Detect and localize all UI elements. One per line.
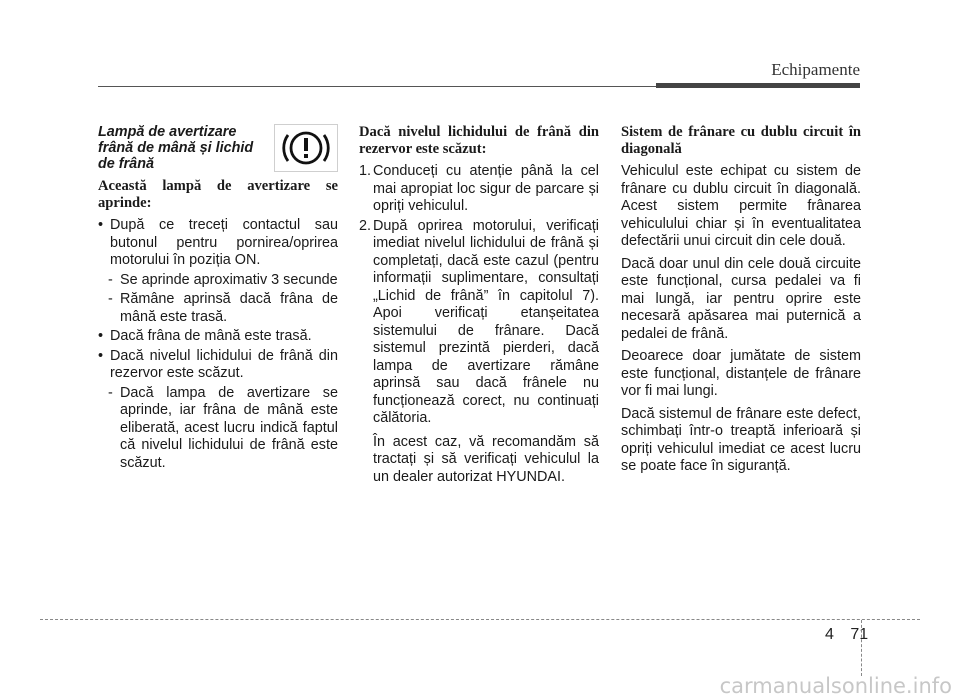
dual-circuit-heading: Sistem de frânare cu dublu circuit în diagonală bbox=[621, 124, 861, 157]
paragraph: Dacă doar unul din cele două circuite este funcțional, cursa pedalei va fi mai lungă, iar pentru oprire este necesară apăsarea mai puternică a pedalei de frână. bbox=[621, 255, 861, 342]
paragraph: Vehiculul este echipat cu sistem de frânare cu dublu circuit în diagonală. Acest sistem permite frânarea vehiculului chiar și în eventualitatea defectării unui circuit din cele două. bbox=[621, 163, 861, 249]
list-item: • Dacă frâna de mână este trasă. bbox=[98, 328, 312, 344]
list-item: 2. După oprirea motorului, verificați imediat nivelul lichidului de frână și completați, dacă este cazul (pentru informații suplimentare, consultați „Lichid de frână” în capitolul 7). Apoi verificați etanșeitatea sistemului de frânare. Dacă sistemul prezintă pierderi, dacă lampa de avertizare rămâne aprinsă sau dacă frânele nu funcționează corect, nu continuați călătoria. bbox=[359, 217, 599, 426]
list-item: - Rămâne aprinsă dacă frâna de mână este trasă. bbox=[108, 291, 338, 325]
low-fluid-closing: În acest caz, vă recomandăm să tractați și să verificați vehiculul la un dealer autorizat HYUNDAI. bbox=[373, 433, 599, 485]
warning-lamp-heading-block bbox=[98, 124, 338, 172]
warning-lamp-title: Lampă de avertizare frână de mână și lichid de frână bbox=[98, 124, 254, 172]
chapter-number: 4 bbox=[825, 626, 834, 643]
watermark: carmanualsonline.info bbox=[719, 674, 952, 698]
paragraph: Dacă sistemul de frânare este defect, schimbați într-o treaptă inferioară și opriți vehiculul imediat ce acest lucru se poate face în siguranță. bbox=[621, 405, 861, 474]
list-item: - Se aprinde aproximativ 3 secunde bbox=[108, 271, 338, 288]
page-number-value: 71 bbox=[850, 626, 869, 643]
header-divider bbox=[98, 86, 658, 87]
list-item: • După ce treceți contactul sau butonul pentru pornirea/oprirea motorului în poziția ON. bbox=[98, 217, 338, 268]
warning-lamp-intro: Această lampă de avertizare se aprinde: bbox=[98, 178, 338, 211]
footer-divider bbox=[40, 619, 920, 620]
header-accent-bar bbox=[656, 83, 860, 88]
list-item: 1. Conduceți cu atenție până la cel mai apropiat loc sigur de parcare și opriți vehiculul. bbox=[359, 163, 599, 214]
column-low-fluid bbox=[359, 124, 599, 491]
brake-warning-exclamation-icon bbox=[274, 124, 338, 172]
paragraph: Deoarece doar jumătate de sistem este funcțional, distanțele de frânare vor fi mai lungi. bbox=[621, 348, 861, 399]
low-fluid-heading: Dacă nivelul lichidului de frână din rezervor este scăzut: bbox=[359, 124, 599, 157]
page-number bbox=[825, 626, 868, 644]
column-dual-circuit bbox=[621, 124, 861, 481]
column-warning-lamp bbox=[98, 124, 338, 474]
section-title: Echipamente bbox=[771, 60, 860, 79]
list-item: - Dacă lampa de avertizare se aprinde, iar frâna de mână este eliberată, acest lucru indică faptul că nivelul lichidului de frână este scăzut. bbox=[108, 384, 338, 471]
list-item: • Dacă nivelul lichidului de frână din rezervor este scăzut. bbox=[98, 347, 338, 381]
